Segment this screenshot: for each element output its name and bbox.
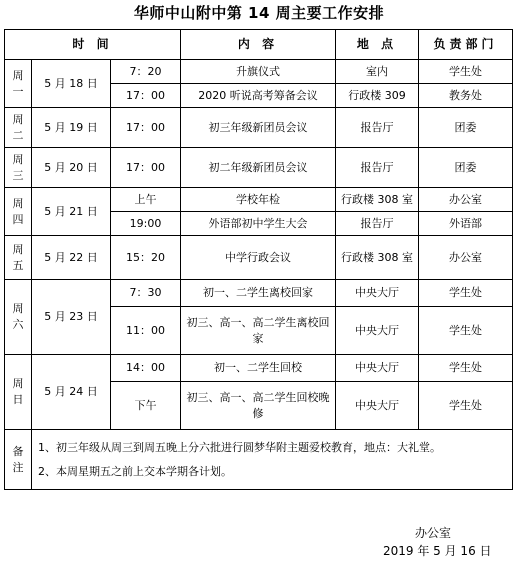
- department-cell: 学生处: [419, 307, 513, 355]
- department-cell: 办公室: [419, 236, 513, 280]
- time-cell: 17：00: [111, 108, 181, 148]
- table-row: [5, 148, 513, 188]
- time-cell: 11：00: [111, 307, 181, 355]
- table-row: [5, 280, 513, 307]
- department-cell: 办公室: [419, 188, 513, 212]
- location-cell: 报告厅: [336, 148, 419, 188]
- location-cell: 中央大厅: [336, 280, 419, 307]
- time-cell: 下午: [111, 382, 181, 430]
- content-cell: 初二年级新团员会议: [181, 148, 336, 188]
- date-cell: 5 月 23 日: [32, 280, 111, 355]
- location-cell: 中央大厅: [336, 307, 419, 355]
- weekday-cell: 周 日: [5, 355, 32, 430]
- location-cell: 行政楼 308 室: [336, 188, 419, 212]
- footer-office: 办公室: [415, 526, 452, 540]
- page-title: 华师中山附中第 14 周主要工作安排: [133, 4, 385, 22]
- weekday-cell: 周 四: [5, 188, 32, 236]
- content-cell: 初三、高一、高二学生离校回家: [181, 307, 336, 355]
- date-cell: 5 月 18 日: [32, 60, 111, 108]
- date-cell: 5 月 19 日: [32, 108, 111, 148]
- time-cell: 上午: [111, 188, 181, 212]
- table-row: [5, 188, 513, 212]
- department-cell: 教务处: [419, 84, 513, 108]
- content-cell: 学校年检: [181, 188, 336, 212]
- date-cell: 5 月 21 日: [32, 188, 111, 236]
- note-item: 2、本周星期五之前上交本学期各计划。: [38, 464, 232, 478]
- content-cell: 升旗仪式: [181, 60, 336, 84]
- content-cell: 初三、高一、高二学生回校晚修: [181, 382, 336, 430]
- content-cell: 外语部初中学生大会: [181, 212, 336, 236]
- note-item: 1、初三年级从周三到周五晚上分六批进行圆梦华附主题爱校教育，地点：大礼堂。: [38, 441, 441, 455]
- date-cell: 5 月 22 日: [32, 236, 111, 280]
- schedule-table: [4, 29, 513, 490]
- department-cell: 团委: [419, 108, 513, 148]
- content-cell: 初一、二学生回校: [181, 355, 336, 382]
- department-cell: 团委: [419, 148, 513, 188]
- location-cell: 室内: [336, 60, 419, 84]
- weekday-cell: 周 二: [5, 108, 32, 148]
- location-cell: 行政楼 309: [336, 84, 419, 108]
- department-cell: 学生处: [419, 382, 513, 430]
- department-cell: 学生处: [419, 60, 513, 84]
- time-cell: 14：00: [111, 355, 181, 382]
- header-department: 负责部门: [419, 30, 513, 60]
- time-cell: 7：30: [111, 280, 181, 307]
- location-cell: 行政楼 308 室: [336, 236, 419, 280]
- notes-label: 备 注: [5, 430, 32, 490]
- weekday-cell: 周 一: [5, 60, 32, 108]
- table-row: [5, 108, 513, 148]
- department-cell: 外语部: [419, 212, 513, 236]
- location-cell: 报告厅: [336, 108, 419, 148]
- header-location: 地 点: [336, 30, 419, 60]
- time-cell: 19:00: [111, 212, 181, 236]
- weekday-cell: 周 三: [5, 148, 32, 188]
- table-row: [5, 355, 513, 382]
- weekday-cell: 周 六: [5, 280, 32, 355]
- date-cell: 5 月 24 日: [32, 355, 111, 430]
- table-row: [5, 236, 513, 280]
- weekday-cell: 周 五: [5, 236, 32, 280]
- content-cell: 中学行政会议: [181, 236, 336, 280]
- header-time: 时 间: [5, 30, 181, 60]
- time-cell: 15：20: [111, 236, 181, 280]
- notes-row: [5, 430, 513, 490]
- time-cell: 17：00: [111, 84, 181, 108]
- time-cell: 7：20: [111, 60, 181, 84]
- department-cell: 学生处: [419, 280, 513, 307]
- table-row: [5, 60, 513, 84]
- location-cell: 中央大厅: [336, 382, 419, 430]
- content-cell: 初一、二学生离校回家: [181, 280, 336, 307]
- location-cell: 中央大厅: [336, 355, 419, 382]
- location-cell: 报告厅: [336, 212, 419, 236]
- notes-content: [32, 430, 513, 490]
- footer-date: 2019 年 5 月 16 日: [383, 544, 492, 558]
- date-cell: 5 月 20 日: [32, 148, 111, 188]
- content-cell: 初三年级新团员会议: [181, 108, 336, 148]
- department-cell: 学生处: [419, 355, 513, 382]
- header-content: 内 容: [181, 30, 336, 60]
- content-cell: 2020 听说高考筹备会议: [181, 84, 336, 108]
- time-cell: 17：00: [111, 148, 181, 188]
- header-row: [5, 30, 513, 60]
